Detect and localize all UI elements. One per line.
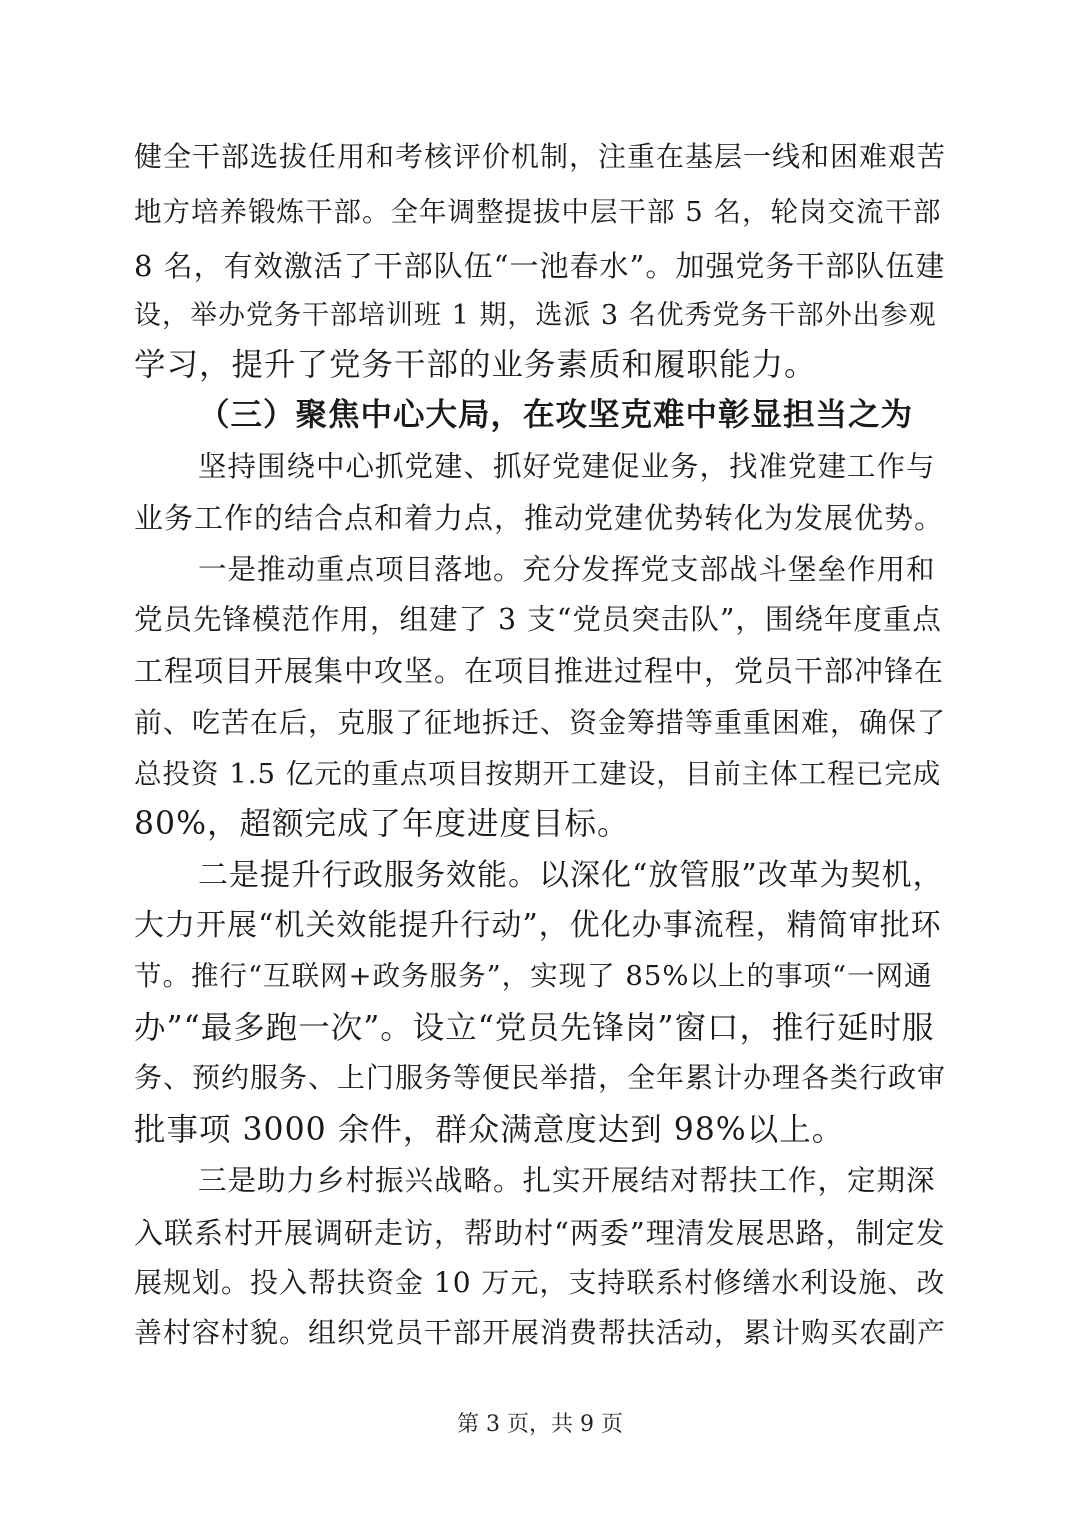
body-text-line: 党员先锋模范作用，组建了 3 支“党员突击队”，围绕年度重点 (134, 603, 942, 636)
body-text-line: 善村容村貌。组织党员干部开展消费帮扶活动，累计购买农副产 (134, 1316, 946, 1349)
body-text-line: 设，举办党务干部培训班 1 期，选派 3 名优秀党务干部外出参观 (134, 300, 937, 331)
body-text-line: 批事项 3000 余件，群众满意度达到 98%以上。 (134, 1112, 845, 1148)
body-text-line: 入联系村开展调研走访，帮助村“两委”理清发展思路，制定发 (134, 1216, 946, 1250)
body-text-line: 三是助力乡村振兴战略。扎实开展结对帮扶工作，定期深 (198, 1164, 936, 1197)
body-text-line: 一是推动重点项目落地。充分发挥党支部战斗堡垒作用和 (198, 553, 936, 586)
body-text-line: 80%，超额完成了年度进度目标。 (134, 806, 630, 842)
body-text-line: 节。推行“互联网+政务服务”，实现了 85%以上的事项“一网通 (134, 960, 933, 992)
body-text-line: 总投资 1.5 亿元的重点项目按期开工建设，目前主体工程已完成 (134, 758, 942, 790)
body-text-line: 展规划。投入帮扶资金 10 万元，支持联系村修缮水利设施、改 (134, 1266, 946, 1299)
page-number-footer: 第 3 页，共 9 页 (457, 1412, 623, 1437)
body-text-line: 二是提升行政服务效能。以深化“放管服”改革为契机， (198, 858, 944, 893)
body-text-line: 工程项目开展集中攻坚。在项目推进过程中，党员干部冲锋在 (134, 654, 945, 688)
section-heading: （三）聚焦中心大局，在攻坚克难中彰显担当之为 (198, 396, 914, 433)
body-text-line: 8 名，有效激活了干部队伍“一池春水”。加强党务干部队伍建 (134, 249, 946, 283)
body-text-line: 大力开展“机关效能提升行动”，优化办事流程，精简审批环 (134, 908, 942, 943)
body-text-line: 务、预约服务、上门服务等便民举措，全年累计办理各类行政审 (134, 1061, 946, 1094)
body-text-line: 学习，提升了党务干部的业务素质和履职能力。 (134, 347, 817, 383)
body-text-line: 业务工作的结合点和着力点，推动党建优势转化为发展优势。 (134, 501, 945, 535)
body-text-line: 坚持围绕中心抓党建、抓好党建促业务，找准党建工作与 (198, 450, 936, 483)
body-text-line: 健全干部选拔任用和考核评价机制，注重在基层一线和困难艰苦 (134, 140, 946, 173)
body-text-line: 前、吃苦在后，克服了征地拆迁、资金筹措等重重困难，确保了 (134, 706, 946, 739)
body-text-line: 办”“最多跑一次”。设立“党员先锋岗”窗口，推行延时服 (134, 1010, 935, 1046)
body-text-line: 地方培养锻炼干部。全年调整提拔中层干部 5 名，轮岗交流干部 (134, 196, 942, 228)
